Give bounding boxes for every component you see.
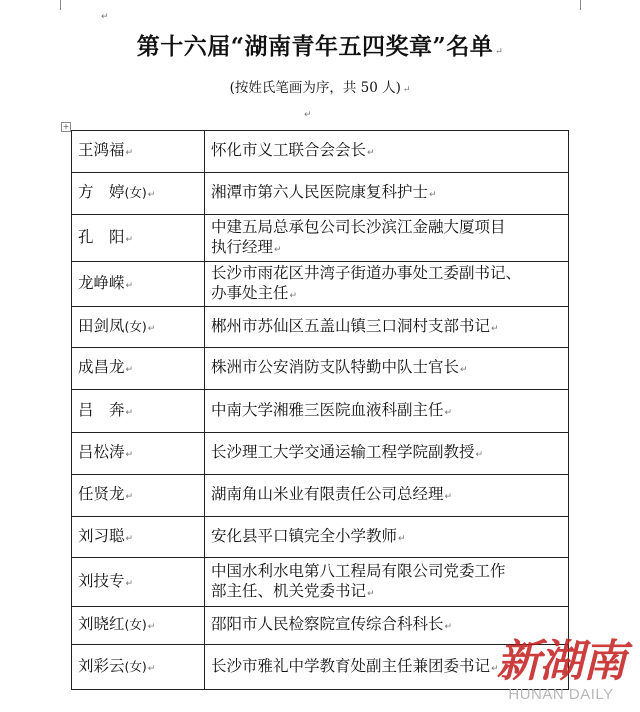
recipient-position-line: 中建五局总承包公司长沙滨江金融大厦项目 <box>211 217 506 236</box>
recipient-position-cell <box>205 475 569 517</box>
paragraph-mark: ↵ <box>125 492 134 502</box>
recipient-position-cell <box>205 131 569 173</box>
recipient-position-line: 执行经理 <box>211 237 274 256</box>
recipient-name: 方 婷 <box>78 183 125 201</box>
recipient-name-cell <box>72 607 205 645</box>
recipient-position-line: 郴州市苏仙区五盖山镇三口洞村支部书记 <box>211 316 491 335</box>
recipient-name-cell <box>72 262 205 307</box>
table-row <box>72 433 569 475</box>
recipient-position-line: 中南大学湘雅三医院血液科副主任 <box>211 400 444 419</box>
recipient-position-cell <box>205 348 569 390</box>
recipient-position-line: 长沙市雅礼中学教育处副主任兼团委书记 <box>211 656 491 675</box>
paragraph-mark: ↵ <box>289 290 298 301</box>
recipient-position-line: 中国水利水电第八工程局有限公司党委工作 <box>211 561 506 580</box>
document-subtitle <box>0 76 640 96</box>
recipient-name-cell <box>72 307 205 348</box>
recipient-name: 刘习聪 <box>78 526 125 545</box>
paragraph-mark: ↵ <box>444 622 453 632</box>
recipient-position-cell <box>205 517 569 558</box>
recipient-name: 孔 阳 <box>78 227 125 246</box>
recipient-gender: (女) <box>124 658 147 674</box>
recipient-gender: (女) <box>124 318 147 334</box>
recipient-name-cell <box>72 348 205 390</box>
recipient-position-line: 办事处主任 <box>211 283 289 302</box>
recipient-position-line: 部主任、机关党委书记 <box>211 581 367 600</box>
paragraph-mark: ↵ <box>367 588 375 599</box>
paragraph-mark: ↵ <box>367 148 375 158</box>
hunan-daily-watermark <box>486 638 636 704</box>
table-row <box>72 262 569 307</box>
recipient-name: 成昌龙 <box>78 358 125 376</box>
document-title-text: 第十六届“湖南青年五四奖章”名单 <box>136 33 494 60</box>
paragraph-mark: ↵ <box>125 365 134 375</box>
paragraph-mark: ↵ <box>101 12 109 22</box>
recipient-name-cell <box>72 517 205 558</box>
recipient-name-cell <box>72 173 205 215</box>
recipient-name-cell <box>72 433 205 475</box>
table-move-handle-icon[interactable]: + <box>62 122 70 131</box>
page-corner-right <box>580 0 581 10</box>
paragraph-mark: ↵ <box>402 85 411 95</box>
watermark-subtext: HUNAN DAILY <box>508 686 614 703</box>
paragraph-mark: ↵ <box>444 407 453 418</box>
paragraph-mark: ↵ <box>147 323 156 334</box>
recipient-name: 龙峥嵘 <box>78 273 125 292</box>
recipient-position-line: 邵阳市人民检察院宣传综合科科长 <box>211 615 444 633</box>
recipient-position-line: 株洲市公安消防支队特勤中队士官长 <box>211 358 460 376</box>
recipient-position-line: 安化县平口镇完全小学教师 <box>211 526 398 545</box>
recipient-name: 刘彩云 <box>78 656 125 675</box>
table-row <box>72 215 569 262</box>
recipient-name: 任贤龙 <box>78 485 125 503</box>
table-row <box>72 517 569 558</box>
recipient-position-cell <box>205 215 569 262</box>
table-row <box>72 348 569 390</box>
paragraph-mark: ↵ <box>475 450 484 460</box>
recipient-position-cell <box>205 433 569 475</box>
paragraph-mark: ↵ <box>125 148 134 158</box>
paragraph-mark: ↵ <box>147 663 156 674</box>
table-row <box>72 307 569 348</box>
recipient-name-cell <box>72 645 205 690</box>
document-subtitle-text: (按姓氏笔画为序，共 50 人) <box>229 80 401 96</box>
recipient-position-cell <box>205 173 569 215</box>
recipient-name: 田剑凤 <box>78 316 125 335</box>
recipient-position-line: 长沙理工大学交通运输工程学院副教授 <box>211 443 475 461</box>
table-row <box>72 475 569 517</box>
name-list-body <box>72 131 569 690</box>
recipient-position-line: 湖南角山米业有限责任公司总经理 <box>211 485 444 503</box>
recipient-position-cell <box>205 307 569 348</box>
recipient-name: 刘晓红 <box>78 615 125 633</box>
paragraph-mark: ↵ <box>304 110 312 120</box>
paragraph-mark: ↵ <box>495 47 504 57</box>
paragraph-mark: ↵ <box>460 365 468 375</box>
recipient-name-cell <box>72 390 205 433</box>
recipient-position-cell <box>205 390 569 433</box>
paragraph-mark: ↵ <box>429 190 437 200</box>
paragraph-mark: ↵ <box>147 190 156 200</box>
page-corner-left <box>60 0 61 10</box>
recipient-gender: (女) <box>124 617 147 632</box>
table-row <box>72 390 569 433</box>
recipient-position-cell <box>205 558 569 607</box>
recipient-position-line: 怀化市义工联合会会长 <box>211 141 367 159</box>
recipient-name: 王鸿福 <box>78 141 125 159</box>
document-title <box>0 28 640 61</box>
recipient-name-cell <box>72 131 205 173</box>
recipient-name-cell <box>72 558 205 607</box>
paragraph-mark: ↵ <box>444 492 453 502</box>
recipient-name: 刘技专 <box>78 571 125 590</box>
paragraph-mark: ↵ <box>125 280 134 291</box>
recipient-name: 吕松涛 <box>78 443 125 461</box>
table-row <box>72 173 569 215</box>
paragraph-mark: ↵ <box>125 533 134 544</box>
table-row <box>72 131 569 173</box>
recipient-name: 吕 奔 <box>78 400 125 419</box>
name-list-table <box>71 130 569 690</box>
paragraph-mark: ↵ <box>147 622 156 632</box>
paragraph-mark: ↵ <box>125 407 134 418</box>
paragraph-mark: ↵ <box>491 663 499 674</box>
recipient-position-line: 长沙市雨花区井湾子街道办事处工委副书记、 <box>211 263 522 282</box>
paragraph-mark: ↵ <box>125 578 134 589</box>
paragraph-mark: ↵ <box>274 244 282 255</box>
recipient-name-cell <box>72 475 205 517</box>
paragraph-mark: ↵ <box>125 450 134 460</box>
watermark-logo: 新湖南 <box>496 636 626 687</box>
recipient-position-cell <box>205 262 569 307</box>
recipient-name-cell <box>72 215 205 262</box>
recipient-position-line: 湘潭市第六人民医院康复科护士 <box>211 183 429 201</box>
paragraph-mark: ↵ <box>491 323 499 334</box>
table-row <box>72 558 569 607</box>
paragraph-mark: ↵ <box>125 234 134 245</box>
paragraph-mark: ↵ <box>398 533 406 544</box>
recipient-gender: (女) <box>124 185 147 200</box>
